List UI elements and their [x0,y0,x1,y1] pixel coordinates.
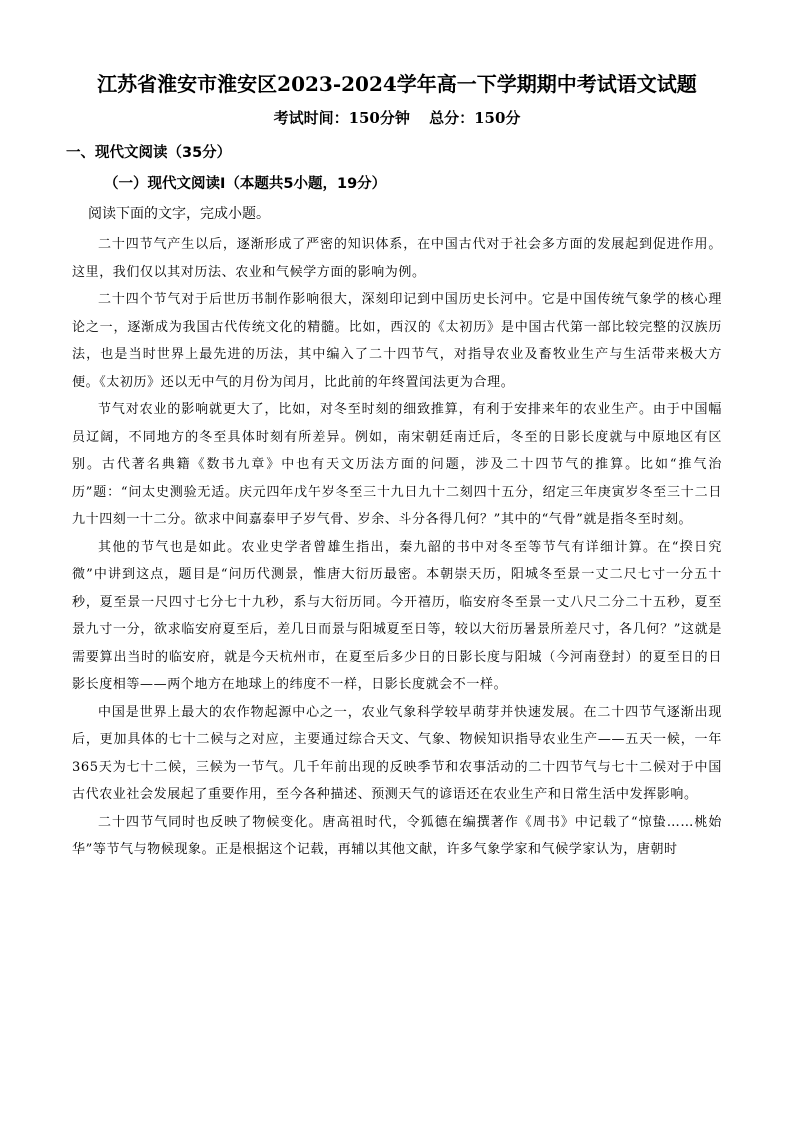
passage-paragraph: 二十四节气同时也反映了物候变化。唐高祖时代，令狐德在编撰著作《周书》中记载了“惊蛰……桃始华”等节气与物候现象。正是根据这个记载，再辅以其他文献，许多气象学家和气候学家认为，唐朝时 [72,814,722,857]
passage-paragraph: 二十四节气产生以后，逐渐形成了严密的知识体系，在中国古代对于社会多方面的发展起到促进作用。这里，我们仅以其对历法、农业和气候学方面的影响为例。 [72,237,722,280]
passage-paragraph: 中国是世界上最大的农作物起源中心之一，农业气象科学较早萌芽并快速发展。在二十四节气逐渐出现后，更加具体的七十二候与之对应，主要通过综合天文、气象、物候知识指导农业生产——五天一候，一年365天为七十二候，三候为一节气。几千年前出现的反映季节和农事活动的二十四节气与七十二候对于中国古代农业社会发展起了重要作用，至今各种描述、预测天气的谚语还在农业生产和日常生活中发挥影响。 [72,704,722,802]
instruction: 阅读下面的文字，完成小题。 [88,206,270,222]
exam-time: 考试时间：150分钟 [273,109,410,127]
passage-paragraph: 节气对农业的影响就更大了，比如，对冬至时刻的细致推算，有利于安排来年的农业生产。由于中国幅员辽阔，不同地方的冬至具体时刻有所差异。例如，南宋朝廷南迁后，冬至的日影长度就与中原地区有区别。古代著名典籍《数书九章》中也有天文历法方面的问题，涉及二十四节气的推算。比如“推气治历”题：“问太史测验无适。庆元四年戊午岁冬至三十九日九十二刻四十五分，绍定三年庚寅岁冬至三十二日九十四刻一十二分。欲求中间嘉泰甲子岁气骨、岁余、斗分各得几何？”其中的“气骨”就是指冬至时刻。 [72,402,722,527]
exam-info [72,106,722,130]
sub-heading: （一）现代文阅读Ⅰ（本题共5小题，19分） [104,176,387,192]
reading-passage [72,231,722,864]
section-heading: 一、现代文阅读（35分） [66,145,232,161]
exam-title: 江苏省淮安市淮安区2023-2024学年高一下学期期中考试语文试题 [97,72,697,96]
passage-paragraph: 其他的节气也是如此。农业史学者曾雄生指出，秦九韶的书中对冬至等节气有详细计算。在“揆日究微”中讲到这点，题目是“问历代测景，惟唐大衍历最密。本朝崇天历，阳城冬至景一丈二尺七寸一分五十秒，夏至景一尺四寸七分七十九秒，系与大衍历同。今开禧历，临安府冬至景一丈八尺二分二十五秒，夏至景九寸一分，欲求临安府夏至后，差几日而景与阳城夏至日等，较以大衍历暑景所差尺寸，各几何？”这就是需要算出当时的临安府，就是今天杭州市，在夏至后多少日的日影长度与阳城（今河南登封）的夏至日的日影长度相等——两个地方在地球上的纬度不一样，日影长度就会不一样。 [72,539,722,692]
total-score: 总分：150分 [429,109,521,127]
passage-paragraph: 二十四个节气对于后世历书制作影响很大，深刻印记到中国历史长河中。它是中国传统气象学的核心理论之一，逐渐成为我国古代传统文化的精髓。比如，西汉的《太初历》是中国古代第一部比较完整的汉族历法，也是当时世界上最先进的历法，其中编入了二十四节气，对指导农业及畜牧业生产与生活带来极大方便。《太初历》还以无中气的月份为闰月，比此前的年终置闰法更为合理。 [72,292,722,390]
